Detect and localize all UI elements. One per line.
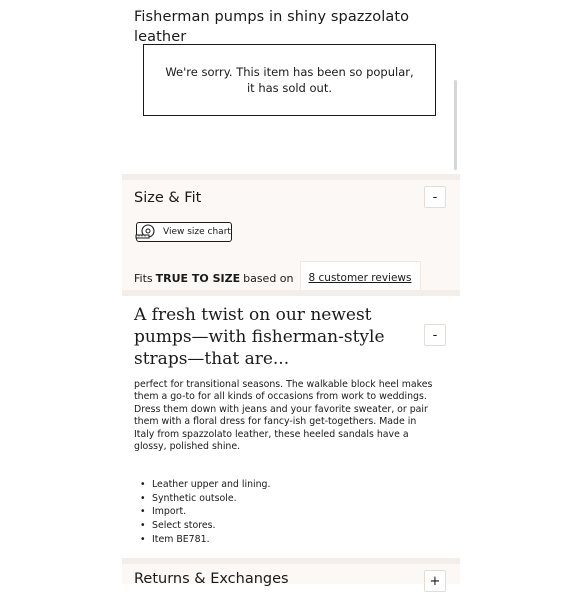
list-item: • Leather upper and lining.	[140, 478, 270, 492]
list-item: • Import.	[140, 505, 270, 519]
customer-reviews-link[interactable]: 8 customer reviews	[300, 261, 421, 295]
returns-expand-button[interactable]	[424, 570, 446, 592]
returns-section[interactable]	[122, 564, 460, 589]
description-body: perfect for transitional seasons. The walkable block heel makes them a go-to for all kinds of occasions from work to weddings. Dress them down with jeans and your favorite sweater, or pair them with a floral dress for fancy-ish get-togethers. Made in Italy from spazzolato leather, these heeled sandals have a glossy, polished shine.	[134, 379, 433, 453]
description-heading: A fresh twist on our newest pumps—with fisherman-style straps—that are...	[134, 305, 385, 369]
returns-heading: Returns & Exchanges	[134, 571, 289, 587]
size-fit-collapse-button[interactable]	[424, 186, 446, 208]
product-title: Fisherman pumps in shiny spazzolato leather	[134, 9, 410, 45]
soldout-message: We're sorry. This item has been so popular, it has sold out.	[165, 65, 414, 95]
minus-icon: -	[432, 327, 438, 343]
minus-icon: -	[432, 189, 438, 205]
product-details-panel	[122, 0, 460, 589]
feature-list	[140, 478, 270, 547]
description-collapse-button[interactable]	[424, 324, 446, 346]
list-item: • Synthetic outsole.	[140, 492, 270, 506]
fits-value: TRUE TO SIZE	[155, 271, 241, 285]
fits-middle: based on	[243, 271, 294, 285]
plus-icon: +	[429, 573, 441, 589]
description-section	[122, 296, 460, 558]
fits-prefix: Fits	[134, 271, 153, 285]
size-fit-heading: Size & Fit	[134, 190, 202, 206]
list-item: • Select stores.	[140, 519, 270, 533]
view-size-chart-button[interactable]	[136, 222, 232, 242]
scrollbar[interactable]	[454, 80, 457, 170]
measuring-tape-icon	[135, 224, 159, 240]
view-size-chart-label: View size chart	[163, 227, 231, 237]
soldout-notice	[143, 44, 436, 116]
list-item: • Item BE781.	[140, 533, 270, 547]
size-fit-section	[122, 180, 460, 290]
